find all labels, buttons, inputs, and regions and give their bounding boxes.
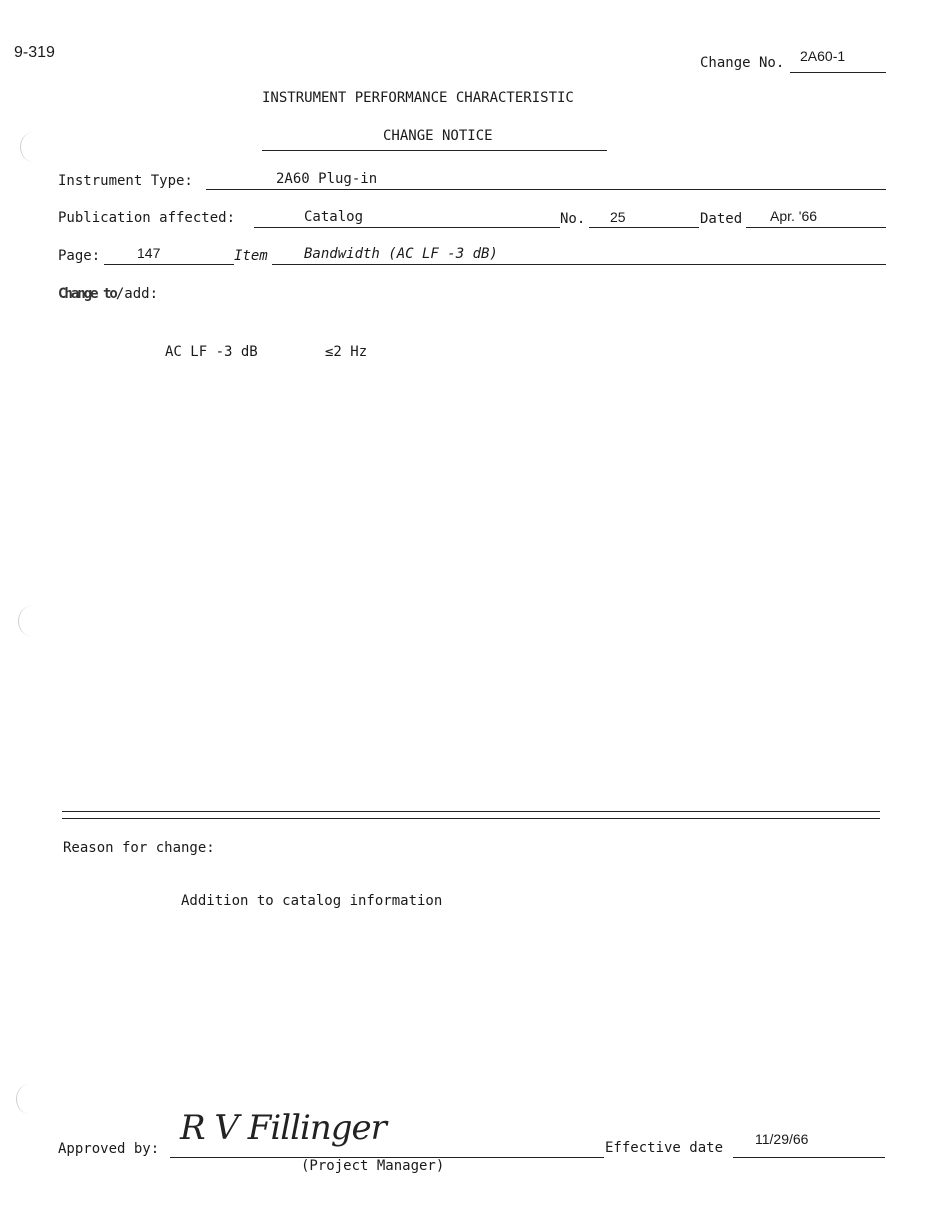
- divider-rule-bottom: [62, 818, 880, 819]
- reason-text: Addition to catalog information: [181, 893, 443, 909]
- item-value: Bandwidth (AC LF -3 dB): [304, 246, 498, 262]
- spec-value: ≤2 Hz: [325, 344, 368, 360]
- change-add-line: [58, 286, 158, 302]
- change-add-text: /add:: [115, 286, 159, 302]
- binder-hole-bottom: [16, 1084, 43, 1114]
- instrument-type-underline: [206, 189, 886, 190]
- corner-code: 9-319: [14, 44, 55, 61]
- no-underline: [589, 227, 699, 228]
- page-title: INSTRUMENT PERFORMANCE CHARACTERISTIC: [262, 90, 574, 106]
- instrument-type-label: Instrument Type:: [58, 173, 193, 189]
- dated-underline: [746, 227, 886, 228]
- dated-value: Apr. '66: [770, 208, 818, 224]
- change-struck-text: Change to: [58, 286, 116, 302]
- effective-date-underline: [733, 1157, 885, 1158]
- title-underline: [262, 150, 607, 151]
- page-label: Page:: [58, 248, 101, 264]
- publication-underline: [254, 227, 560, 228]
- effective-date-value: 11/29/66: [755, 1131, 809, 1147]
- reason-label: Reason for change:: [63, 840, 215, 856]
- change-no-underline: [790, 72, 886, 73]
- signature: R V Fillinger: [180, 1108, 386, 1148]
- divider-rule-top: [62, 811, 880, 812]
- publication-label: Publication affected:: [58, 210, 236, 226]
- instrument-type-value: 2A60 Plug-in: [276, 171, 378, 187]
- change-no-label: Change No.: [700, 55, 785, 71]
- dated-label: Dated: [700, 211, 743, 227]
- effective-date-label: Effective date: [605, 1140, 724, 1156]
- binder-hole-middle: [18, 606, 45, 636]
- page-underline: [104, 264, 234, 265]
- approved-label: Approved by:: [58, 1141, 160, 1157]
- publication-value: Catalog: [304, 209, 364, 225]
- change-no-value: 2A60-1: [800, 48, 846, 64]
- spec-name: AC LF -3 dB: [165, 344, 258, 360]
- no-value: 25: [610, 209, 626, 225]
- binder-hole-top: [20, 132, 47, 162]
- item-label: Item: [234, 248, 268, 264]
- item-underline: [272, 264, 886, 265]
- page-value: 147: [137, 245, 161, 261]
- no-label: No.: [560, 211, 586, 227]
- approver-role: (Project Manager): [301, 1158, 445, 1174]
- page-subtitle: CHANGE NOTICE: [383, 128, 493, 144]
